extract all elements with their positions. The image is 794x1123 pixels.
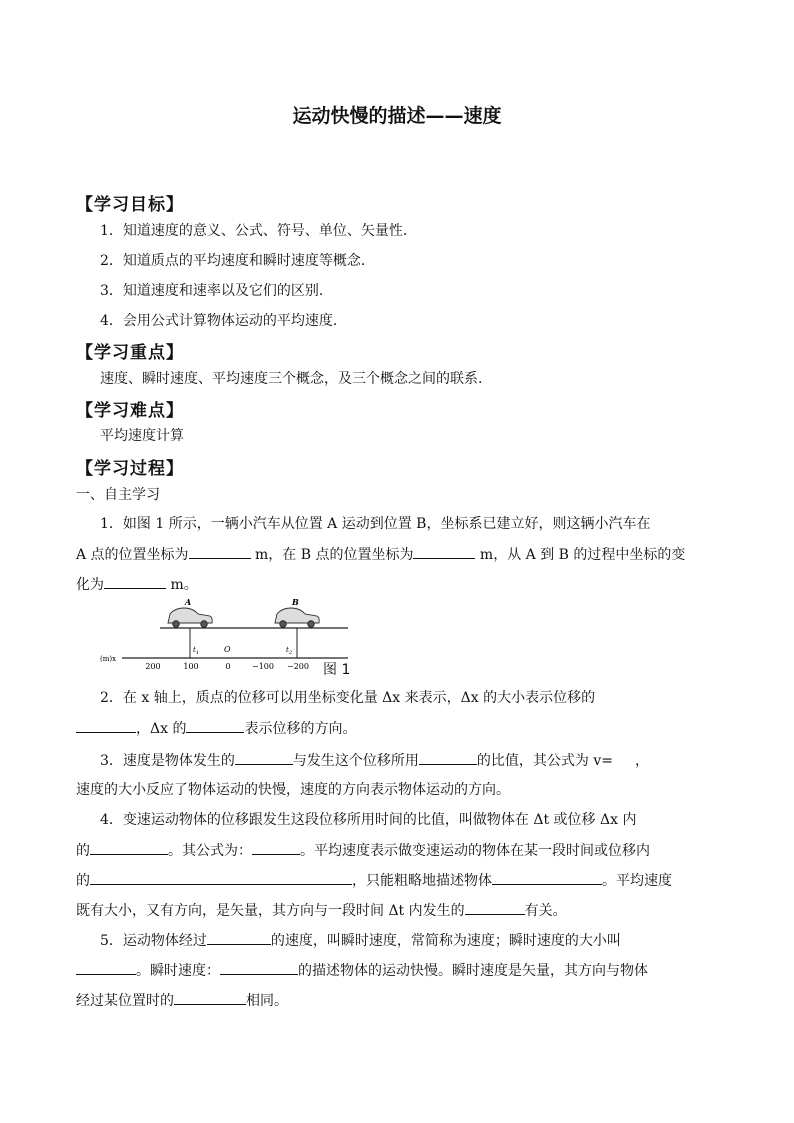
tick-label: 100 bbox=[183, 662, 199, 671]
q2-line-2 bbox=[76, 718, 726, 739]
q5-text-f: 相同。 bbox=[246, 993, 288, 1009]
car-b-icon bbox=[275, 608, 319, 627]
part1-heading: 一、自主学习 bbox=[76, 487, 160, 503]
q4-text-a: 的 bbox=[76, 843, 90, 859]
q3-text-a: 3．速度是物体发生的 bbox=[100, 753, 235, 769]
q5-blank-a[interactable] bbox=[207, 930, 271, 945]
car-a-label: A bbox=[185, 597, 192, 607]
q5-text-d: 的描述物体的运动快慢。瞬时速度是矢量，其方向与物体 bbox=[298, 963, 648, 979]
q2-line-1: 2．在 x 轴上，质点的位移可以用坐标变化量 Δx 来表示，Δx 的大小表示位移的 bbox=[100, 690, 596, 706]
q5-blank-c[interactable] bbox=[220, 960, 298, 975]
q5-text-a: 5．运动物体经过 bbox=[100, 933, 207, 949]
q4-text-f: 。平均速度 bbox=[602, 873, 672, 889]
q3-line-2: 速度的大小反应了物体运动的快慢，速度的方向表示物体运动的方向。 bbox=[76, 782, 510, 798]
t2-label: $t_2$ bbox=[286, 646, 293, 656]
goal-item-3: 3．知道速度和速率以及它们的区别. bbox=[100, 283, 324, 299]
q1-text-a: A 点的位置坐标为 bbox=[76, 547, 189, 563]
q5-line-2 bbox=[76, 960, 726, 981]
q3-blank-a[interactable] bbox=[235, 750, 293, 765]
q1-text-c: m，从 A 到 B 的过程中坐标的变 bbox=[475, 547, 686, 563]
tick-label: −200 bbox=[287, 662, 309, 671]
q5-line-1 bbox=[100, 930, 750, 951]
difficulty-text: 平均速度计算 bbox=[100, 428, 184, 444]
q3-text-d: ， bbox=[635, 753, 650, 769]
section-key-points: 【学习重点】 bbox=[76, 343, 184, 363]
section-difficulty: 【学习难点】 bbox=[76, 401, 184, 421]
q5-text-b: 的速度，叫瞬时速度，常简称为速度；瞬时速度的大小叫 bbox=[270, 933, 621, 949]
q4-text-e: ，只能粗略地描述物体 bbox=[352, 873, 492, 889]
q4-blank-d[interactable] bbox=[492, 870, 602, 885]
q2-blank-b[interactable] bbox=[186, 718, 244, 733]
t1-label: $t_1$ bbox=[193, 646, 200, 656]
q5-blank-d[interactable] bbox=[174, 990, 246, 1005]
section-learning-goals: 【学习目标】 bbox=[76, 195, 184, 215]
q4-line-2 bbox=[76, 840, 726, 861]
q1-text-d: 化为 bbox=[76, 577, 104, 593]
q5-blank-b[interactable] bbox=[76, 960, 136, 975]
q4-blank-a[interactable] bbox=[90, 840, 168, 855]
q4-blank-e[interactable] bbox=[465, 900, 525, 915]
axis-unit-label: (m)x bbox=[100, 655, 117, 663]
q2-text-a: ，Δx 的 bbox=[136, 721, 187, 737]
q4-text-d: 的 bbox=[76, 873, 90, 889]
q5-text-e: 经过某位置时的 bbox=[76, 993, 174, 1009]
q4-blank-b[interactable] bbox=[252, 840, 300, 855]
q3-blank-b[interactable] bbox=[419, 750, 477, 765]
car-a-icon bbox=[168, 608, 212, 627]
goal-item-4: 4．会用公式计算物体运动的平均速度. bbox=[100, 313, 338, 329]
q4-text-g: 既有大小，又有方向，是矢量，其方向与一段时间 Δt 内发生的 bbox=[76, 903, 465, 919]
q1-text-e: m。 bbox=[166, 577, 198, 593]
key-points-text: 速度、瞬时速度、平均速度三个概念，及三个概念之间的联系. bbox=[100, 371, 483, 387]
q1-line-1: 1．如图 1 所示，一辆小汽车从位置 A 运动到位置 B，坐标系已建立好，则这辆小汽车在 bbox=[100, 516, 651, 532]
q1-blank-a[interactable] bbox=[189, 544, 251, 559]
tick-label: 200 bbox=[145, 662, 161, 671]
q1-blank-c[interactable] bbox=[104, 574, 166, 589]
q2-blank-a[interactable] bbox=[76, 718, 136, 733]
page-title: 运动快慢的描述——速度 bbox=[292, 105, 502, 127]
q5-text-c: 。瞬时速度： bbox=[136, 963, 220, 979]
q5-line-3 bbox=[76, 990, 726, 1011]
car-b-label: B bbox=[292, 597, 299, 607]
goal-item-2: 2．知道质点的平均速度和瞬时速度等概念. bbox=[100, 253, 366, 269]
q1-line-2 bbox=[76, 544, 726, 565]
q3-text-c: 的比值，其公式为 v= bbox=[476, 753, 614, 769]
section-learning-process: 【学习过程】 bbox=[76, 459, 184, 479]
q4-text-c: 。平均速度表示做变速运动的物体在某一段时间或位移内 bbox=[300, 843, 650, 859]
goal-item-1: 1．知道速度的意义、公式、符号、单位、矢量性. bbox=[100, 223, 408, 239]
origin-label: O bbox=[224, 645, 231, 654]
q4-line-1: 4．变速运动物体的位移跟发生这段位移所用时间的比值，叫做物体在 Δt 或位移 Δx 内 bbox=[100, 812, 637, 828]
figure-1-diagram bbox=[100, 597, 360, 675]
q1-text-b: m，在 B 点的位置坐标为 bbox=[250, 547, 414, 563]
q2-text-b: 表示位移的方向。 bbox=[244, 721, 357, 737]
q3-line-1 bbox=[100, 750, 750, 771]
tick-label: −100 bbox=[252, 662, 274, 671]
q4-text-b: 。其公式为： bbox=[168, 843, 252, 859]
q1-line-3 bbox=[76, 574, 726, 595]
q4-blank-c[interactable] bbox=[90, 870, 352, 885]
tick-label: 0 bbox=[225, 662, 231, 671]
q1-blank-b[interactable] bbox=[413, 544, 475, 559]
figure-caption: 图 1 bbox=[323, 662, 351, 678]
q4-text-h: 有关。 bbox=[524, 903, 567, 919]
q4-line-4 bbox=[76, 900, 726, 921]
q3-text-b: 与发生这个位移所用 bbox=[292, 753, 419, 769]
q4-line-3 bbox=[76, 870, 726, 891]
